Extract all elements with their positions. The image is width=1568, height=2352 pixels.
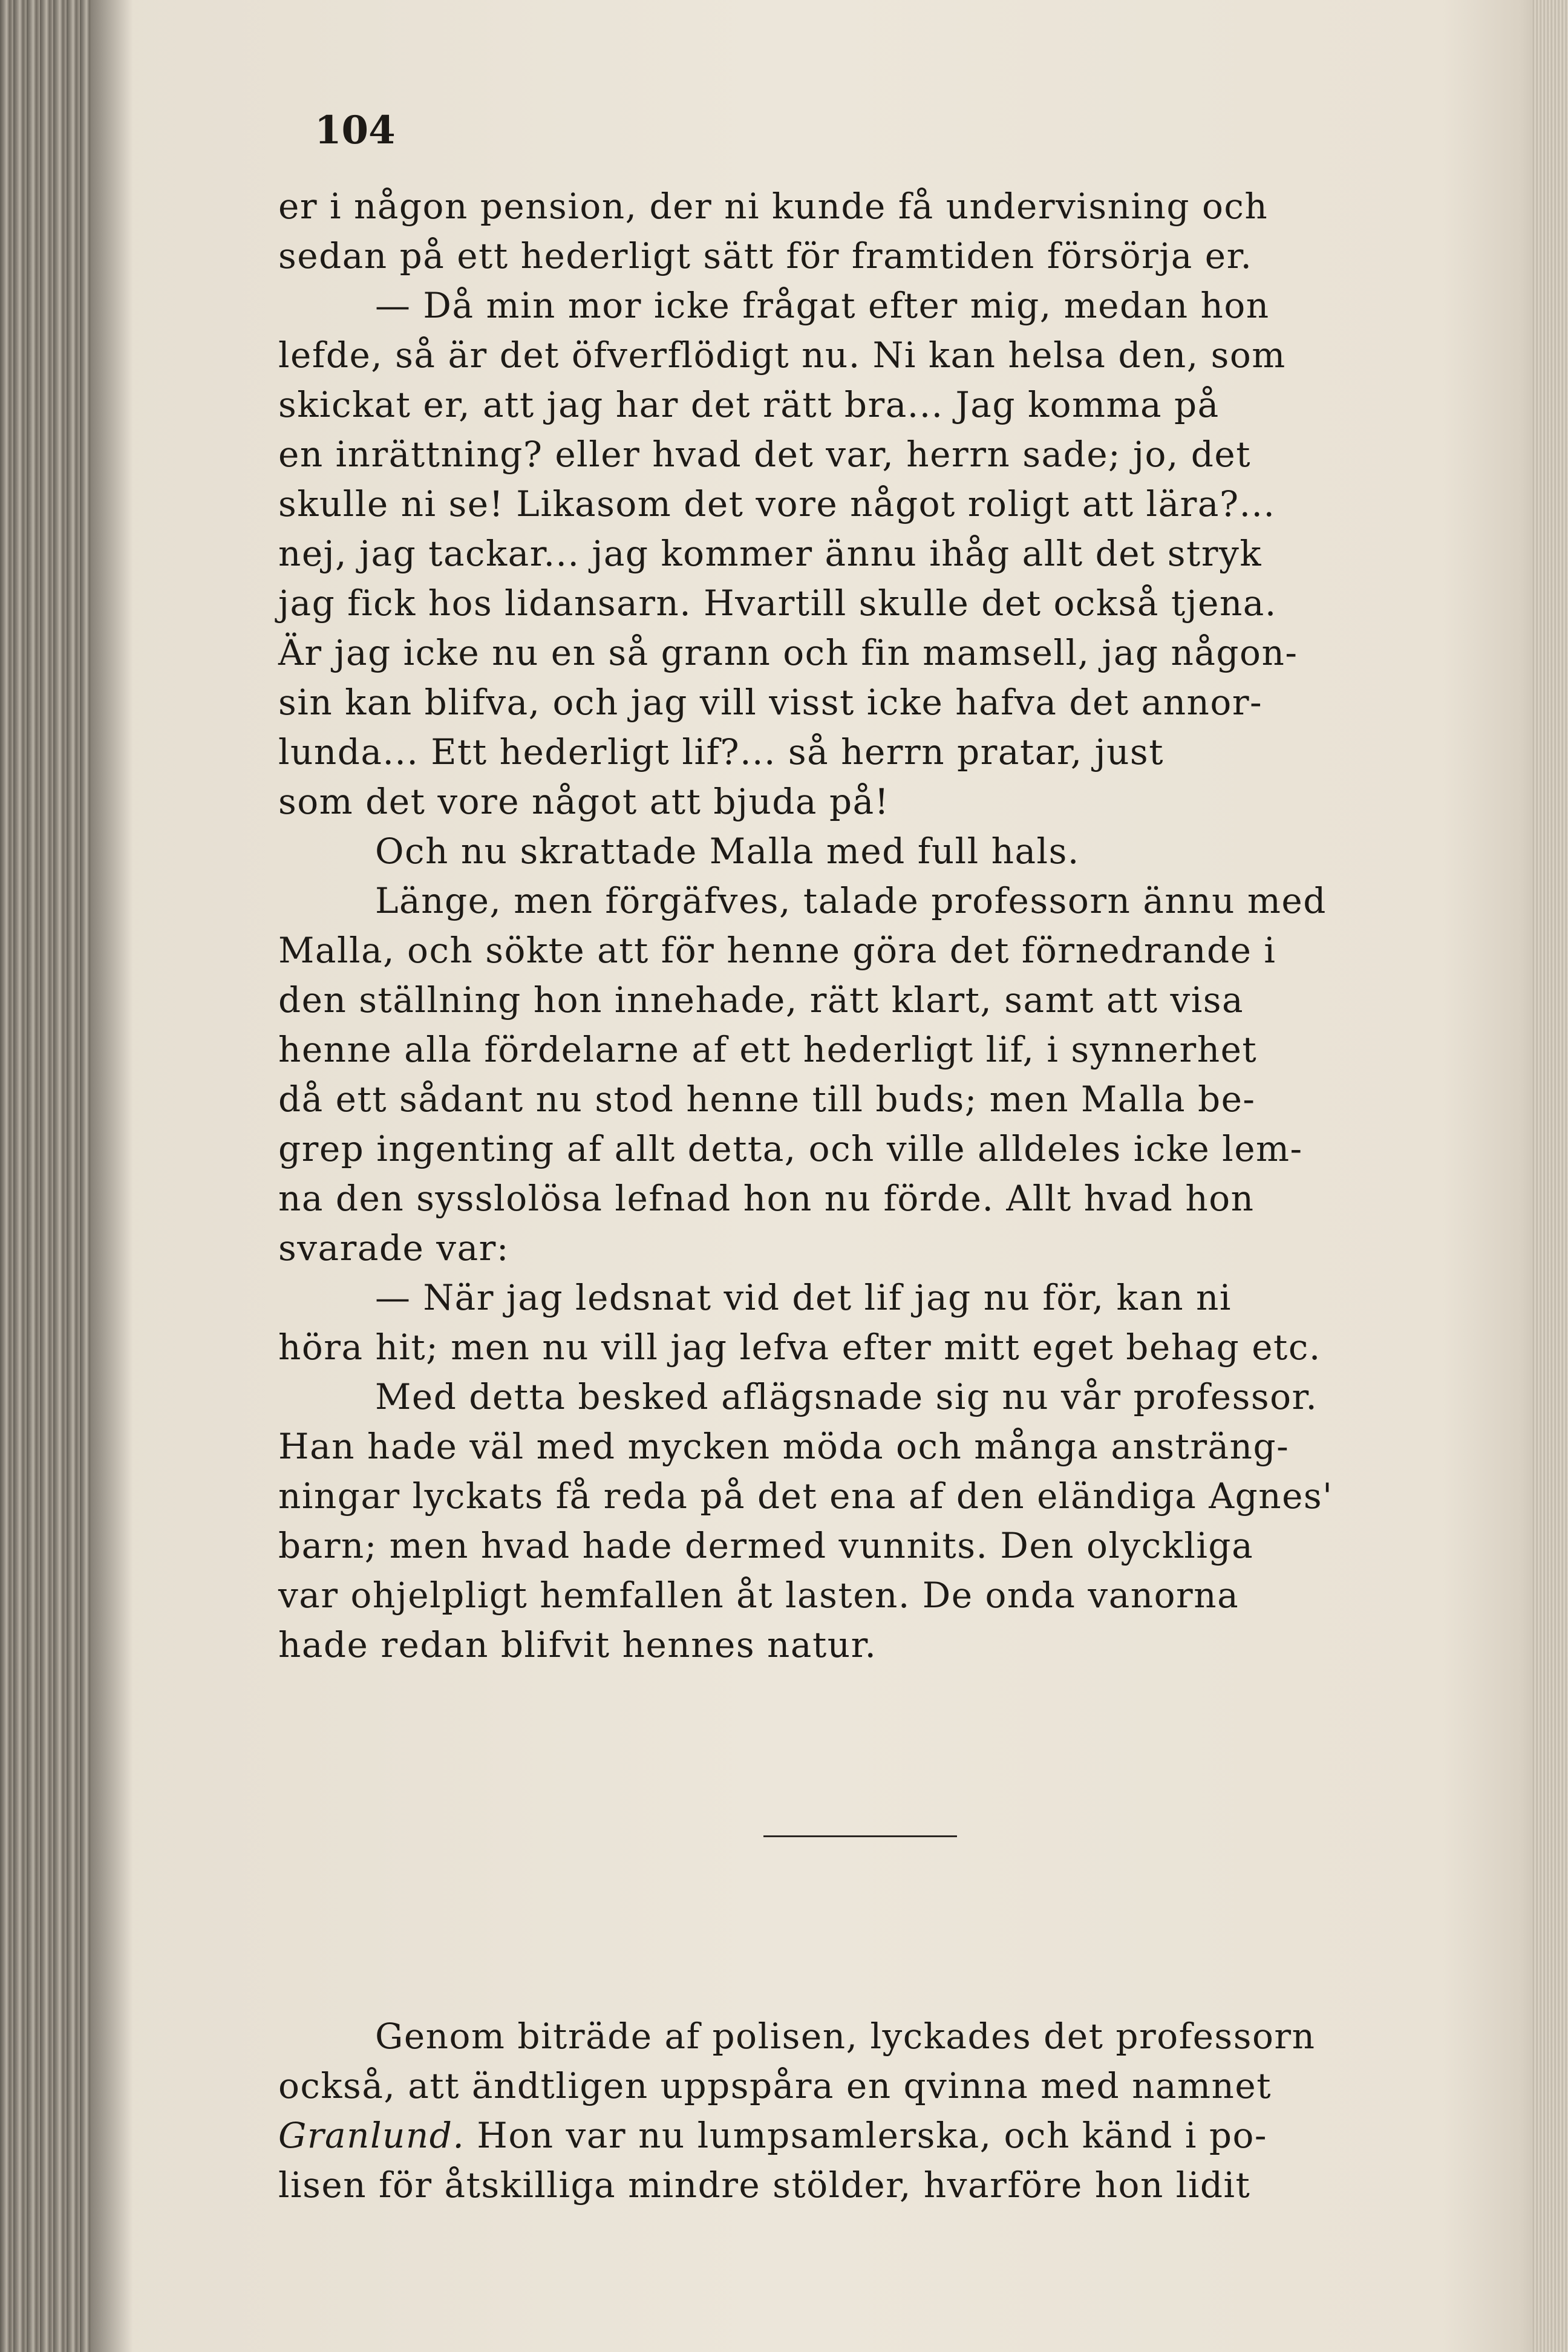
text-line: Malla, och sökte att för henne göra det förnedrande i <box>278 930 1276 971</box>
text-line: Genom biträde af polisen, lyckades det professorn <box>375 2016 1316 2057</box>
text-line: grep ingenting af allt detta, och ville alldeles icke lem- <box>278 1128 1303 1169</box>
text-line: höra hit; men nu vill jag lefva efter mitt eget behag etc. <box>278 1327 1321 1368</box>
text-line: jag fick hos lidansarn. Hvartill skulle det också tjena. <box>278 583 1277 624</box>
text-line: sedan på ett hederligt sätt för framtiden försörja er. <box>278 235 1253 276</box>
italic-name: Granlund. <box>278 2115 465 2156</box>
page-number: 104 <box>315 108 396 153</box>
text-block-1 <box>278 181 1428 1670</box>
text-line: henne alla fördelarne af ett hederligt lif, i synnerhet <box>278 1029 1258 1070</box>
text-line: Och nu skrattade Malla med full hals. <box>375 831 1080 872</box>
text-line: lunda... Ett hederligt lif?... så herrn pratar, just <box>278 731 1164 773</box>
text-line: svarade var: <box>278 1227 509 1269</box>
book-spine <box>0 0 91 2352</box>
section-divider <box>763 1835 957 1837</box>
text-line: — När jag ledsnat vid det lif jag nu för, kan ni <box>375 1277 1232 1318</box>
text-line: Är jag icke nu en så grann och fin mamsell, jag någon- <box>278 632 1298 673</box>
text-line: då ett sådant nu stod henne till buds; men Malla be- <box>278 1079 1256 1120</box>
text-line: nej, jag tackar... jag kommer ännu ihåg allt det stryk <box>278 533 1262 574</box>
text-line: Han hade väl med mycken möda och många ansträng- <box>278 1426 1290 1467</box>
text-block-2 <box>278 2011 1428 2210</box>
text-line: en inrättning? eller hvad det var, herrn sade; jo, det <box>278 434 1252 475</box>
text-line: ningar lyckats få reda på det ena af den eländiga Agnes' <box>278 1475 1333 1517</box>
text-line: sin kan blifva, och jag vill visst icke hafva det annor- <box>278 682 1263 723</box>
text-line: också, att ändtligen uppspåra en qvinna med namnet <box>278 2065 1272 2106</box>
text-line: Med detta besked aflägsnade sig nu vår professor. <box>375 1376 1318 1417</box>
text-line: skickat er, att jag har det rätt bra... Jag komma på <box>278 384 1220 425</box>
text-line: Granlund. Hon var nu lumpsamlerska, och känd i po- <box>278 2115 1268 2156</box>
text-line: hade redan blifvit hennes natur. <box>278 1624 877 1665</box>
text-line: var ohjelpligt hemfallen åt lasten. De onda vanorna <box>278 1575 1240 1616</box>
text-line: lefde, så är det öfverflödigt nu. Ni kan helsa den, som <box>278 335 1286 376</box>
text-line: skulle ni se! Likasom det vore något roligt att lära?... <box>278 483 1276 524</box>
text-line: barn; men hvad hade dermed vunnits. Den olyckliga <box>278 1525 1254 1566</box>
text-line: na den sysslolösa lefnad hon nu förde. Allt hvad hon <box>278 1178 1255 1219</box>
text-line: er i någon pension, der ni kunde få undervisning och <box>278 186 1269 227</box>
gutter-shadow <box>91 0 133 2352</box>
page-edges <box>1532 0 1568 2352</box>
text-line: lisen för åtskilliga mindre stölder, hvarföre hon lidit <box>278 2164 1251 2206</box>
text-line: Länge, men förgäfves, talade professorn ännu med <box>375 880 1327 921</box>
text-line: den ställning hon innehade, rätt klart, samt att visa <box>278 979 1244 1021</box>
text-line: — Då min mor icke frågat efter mig, medan hon <box>375 285 1270 326</box>
text-line: som det vore något att bjuda på! <box>278 781 890 822</box>
